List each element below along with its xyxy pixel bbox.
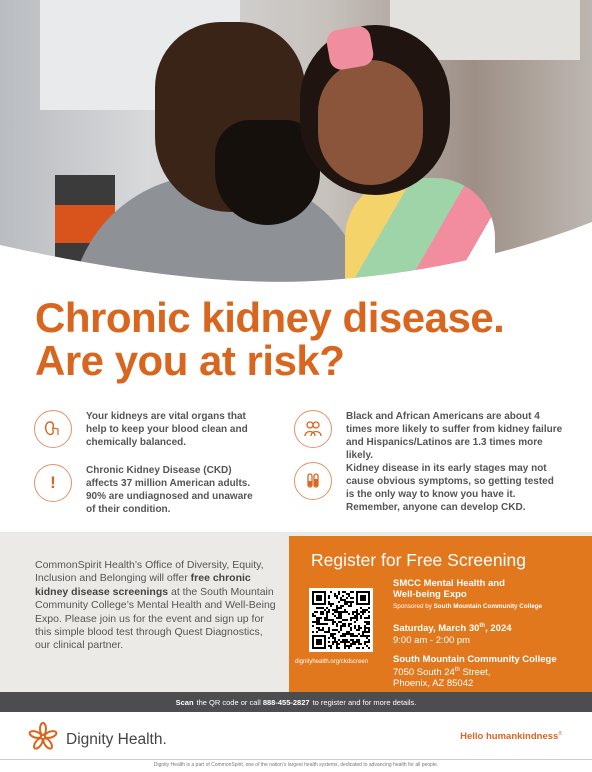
sponsor-line — [393, 601, 588, 612]
kidney-icon — [34, 410, 72, 448]
qr-url[interactable]: dignityhealth.org/ckdscreen — [295, 659, 369, 665]
sponsor-prefix: Sponsored by — [393, 603, 434, 610]
brand-name: Dignity Health. — [66, 730, 167, 748]
fact-text: Chronic Kidney Disease (CKD) affects 37 million American adults. 90% are undiagnosed and unaware of their condition. — [86, 465, 253, 515]
headline-line-2: Are you at risk? — [35, 337, 345, 384]
event-city: Phoenix, AZ 85042 — [393, 678, 474, 690]
register-panel — [289, 536, 592, 692]
fact-testing — [294, 462, 564, 514]
headline-line-1: Chronic kidney disease. — [35, 294, 505, 341]
phone-number[interactable]: 888-455-2827 — [262, 697, 310, 707]
invitation-text — [35, 559, 280, 653]
sponsor-name: South Mountain Community College — [433, 603, 543, 610]
fact-text: Black and African Americans are about 4 times more likely to suffer from kidney failure and Hispanics/Latinos are 1.3 times more likely. — [346, 411, 563, 461]
event-name-2: Well-being Expo — [393, 589, 467, 600]
fact-ckd-stats — [34, 464, 264, 516]
event-date — [393, 621, 588, 634]
exclamation-icon: ! — [34, 464, 72, 502]
register-heading: Register for Free Screening — [311, 550, 526, 570]
event-info — [393, 578, 588, 689]
headline — [35, 296, 504, 382]
date-year: , 2024 — [485, 623, 512, 635]
address-sup: th — [454, 667, 460, 674]
fact-disparity — [294, 410, 564, 462]
event-name-1: SMCC Mental Health and — [393, 578, 505, 589]
fact-kidneys — [34, 410, 264, 449]
invite-text-b: at the South Mountain Community College’s Mental Health and Well-Being Expo. Please join us for the event and sign up for this simple blood test through Quest Diagnostics, our clinical partner. — [35, 585, 276, 652]
date-main: Saturday, March 30 — [393, 623, 480, 635]
flower-logo-icon — [26, 722, 60, 757]
invite-text-a: CommonSpirit Health’s Office of Diversity, Equity, Inclusion and Belonging will offer — [35, 559, 264, 585]
cta-text-a: the QR code or call — [196, 697, 261, 707]
people-icon — [294, 410, 332, 448]
fact-text: Your kidneys are vital organs that help to keep your blood clean and chemically balanced. — [86, 411, 248, 448]
address-pre: 7050 South 24 — [393, 667, 455, 679]
footer-text: Dignity Health is a part of CommonSpirit, one of the nation’s largest health systems, dedicated to advancing health for all people. — [0, 759, 592, 772]
invite-bold: free chronic kidney disease screenings — [35, 572, 251, 598]
fact-text: Kidney disease in its early stages may not cause obvious symptoms, so getting tested is the only way to know you have it. Remember, anyone can develop CKD. — [346, 463, 554, 513]
cta-bar — [0, 692, 592, 712]
qr-code[interactable] — [309, 588, 373, 652]
date-suffix: th — [479, 623, 486, 629]
event-address — [393, 665, 588, 678]
tagline-text: Hello humankindness — [460, 731, 559, 743]
tagline-tm: ® — [558, 731, 562, 737]
tagline — [460, 731, 562, 742]
event-time: 9:00 am - 2:00 pm — [393, 635, 471, 647]
event-location: South Mountain Community College — [393, 654, 557, 666]
cta-text-b: to register and for more details. — [312, 697, 417, 707]
hero-curve — [0, 0, 592, 300]
dignity-health-logo — [26, 722, 167, 757]
test-tubes-icon — [294, 462, 332, 500]
cta-bold: Scan — [175, 697, 194, 707]
address-post: Street, — [459, 667, 491, 679]
